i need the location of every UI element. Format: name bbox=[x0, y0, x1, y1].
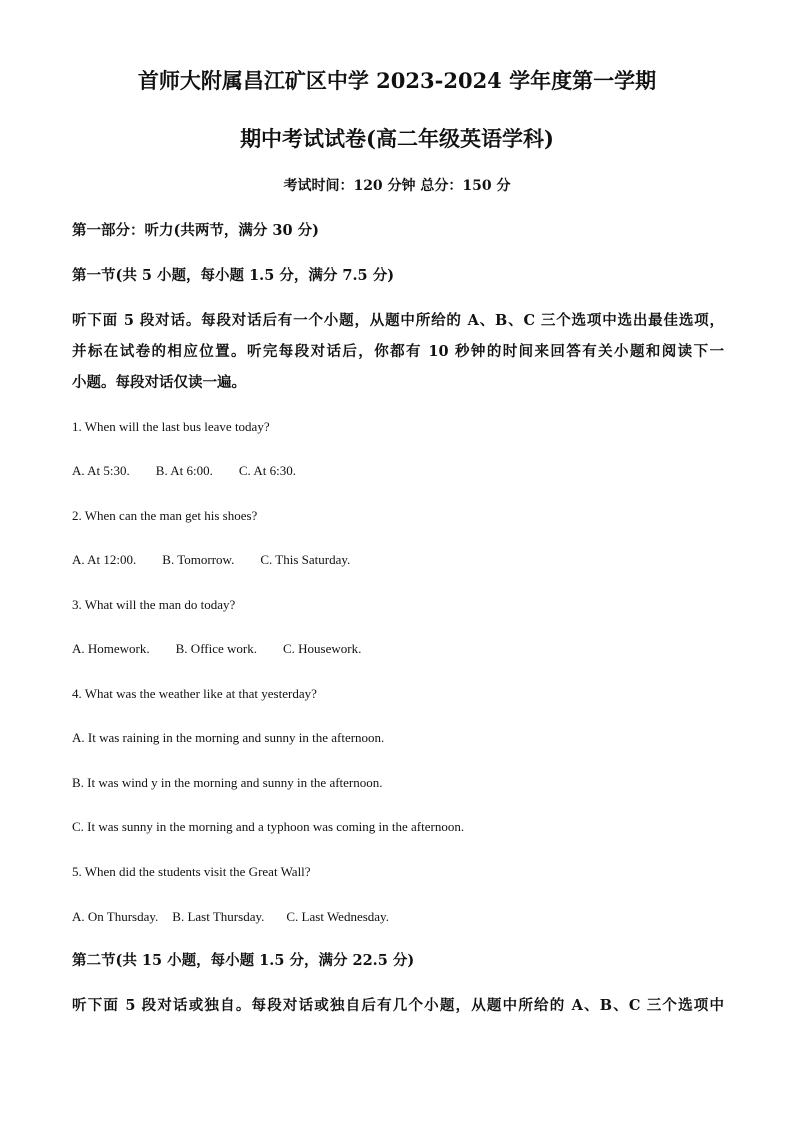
question-5-options bbox=[72, 908, 415, 926]
question-3-option-b[interactable]: B. Office work. bbox=[175, 641, 257, 656]
question-3: 3. What will the man do today? bbox=[72, 597, 236, 612]
section1-instruction-line3: 小题。每段对话仅读一遍。 bbox=[72, 374, 246, 391]
section2-instruction-line1: 听下面 5 段对话或独自。每段对话或独自后有几个小题，从题中所给的 A、B、C 三个选项中 bbox=[72, 997, 724, 1014]
question-5-option-b[interactable]: B. Last Thursday. bbox=[172, 909, 265, 924]
part1-heading: 第一部分：听力(共两节，满分 30 分) bbox=[72, 222, 319, 239]
question-1-options bbox=[72, 462, 322, 480]
question-3-option-a[interactable]: A. Homework. bbox=[72, 641, 150, 656]
question-5-option-c[interactable]: C. Last Wednesday. bbox=[286, 909, 389, 924]
question-2-option-a[interactable]: A. At 12:00. bbox=[72, 552, 137, 567]
section1-heading: 第一节(共 5 小题，每小题 1.5 分，满分 7.5 分) bbox=[72, 267, 395, 284]
question-1-option-c[interactable]: C. At 6:30. bbox=[238, 463, 296, 478]
exam-title-line1: 首师大附属昌江矿区中学 2023-2024 学年度第一学期 bbox=[137, 68, 657, 93]
section1-instruction-line2: 并标在试卷的相应位置。听完每段对话后，你都有 10 秒钟的时间来回答有关小题和阅读下一 bbox=[72, 343, 724, 360]
question-2-options bbox=[72, 551, 376, 569]
question-4-option-c[interactable]: C. It was sunny in the morning and a typhoon was coming in the afternoon. bbox=[72, 819, 465, 834]
question-5-option-a[interactable]: A. On Thursday. bbox=[72, 909, 159, 924]
question-2-option-b[interactable]: B. Tomorrow. bbox=[162, 552, 235, 567]
question-3-option-c[interactable]: C. Housework. bbox=[283, 641, 362, 656]
question-1: 1. When will the last bus leave today? bbox=[72, 419, 270, 434]
question-5: 5. When did the students visit the Great Wall? bbox=[72, 864, 311, 879]
question-1-option-b[interactable]: B. At 6:00. bbox=[155, 463, 213, 478]
question-2-option-c[interactable]: C. This Saturday. bbox=[260, 552, 351, 567]
section2-heading: 第二节(共 15 小题，每小题 1.5 分，满分 22.5 分) bbox=[72, 952, 415, 969]
question-4: 4. What was the weather like at that yesterday? bbox=[72, 686, 317, 701]
question-2: 2. When can the man get his shoes? bbox=[72, 508, 258, 523]
question-4-option-a[interactable]: A. It was raining in the morning and sunny in the afternoon. bbox=[72, 730, 385, 745]
question-1-option-a[interactable]: A. At 5:30. bbox=[72, 463, 130, 478]
exam-info: 考试时间：120 分钟 总分：150 分 bbox=[283, 178, 511, 194]
question-3-options bbox=[72, 640, 387, 658]
exam-title-line2: 期中考试试卷(高二年级英语学科) bbox=[240, 126, 554, 151]
section1-instruction-line1: 听下面 5 段对话。每段对话后有一个小题，从题中所给的 A、B、C 三个选项中选出最佳选项， bbox=[72, 312, 724, 329]
question-4-option-b[interactable]: B. It was wind y in the morning and sunny in the afternoon. bbox=[72, 775, 383, 790]
